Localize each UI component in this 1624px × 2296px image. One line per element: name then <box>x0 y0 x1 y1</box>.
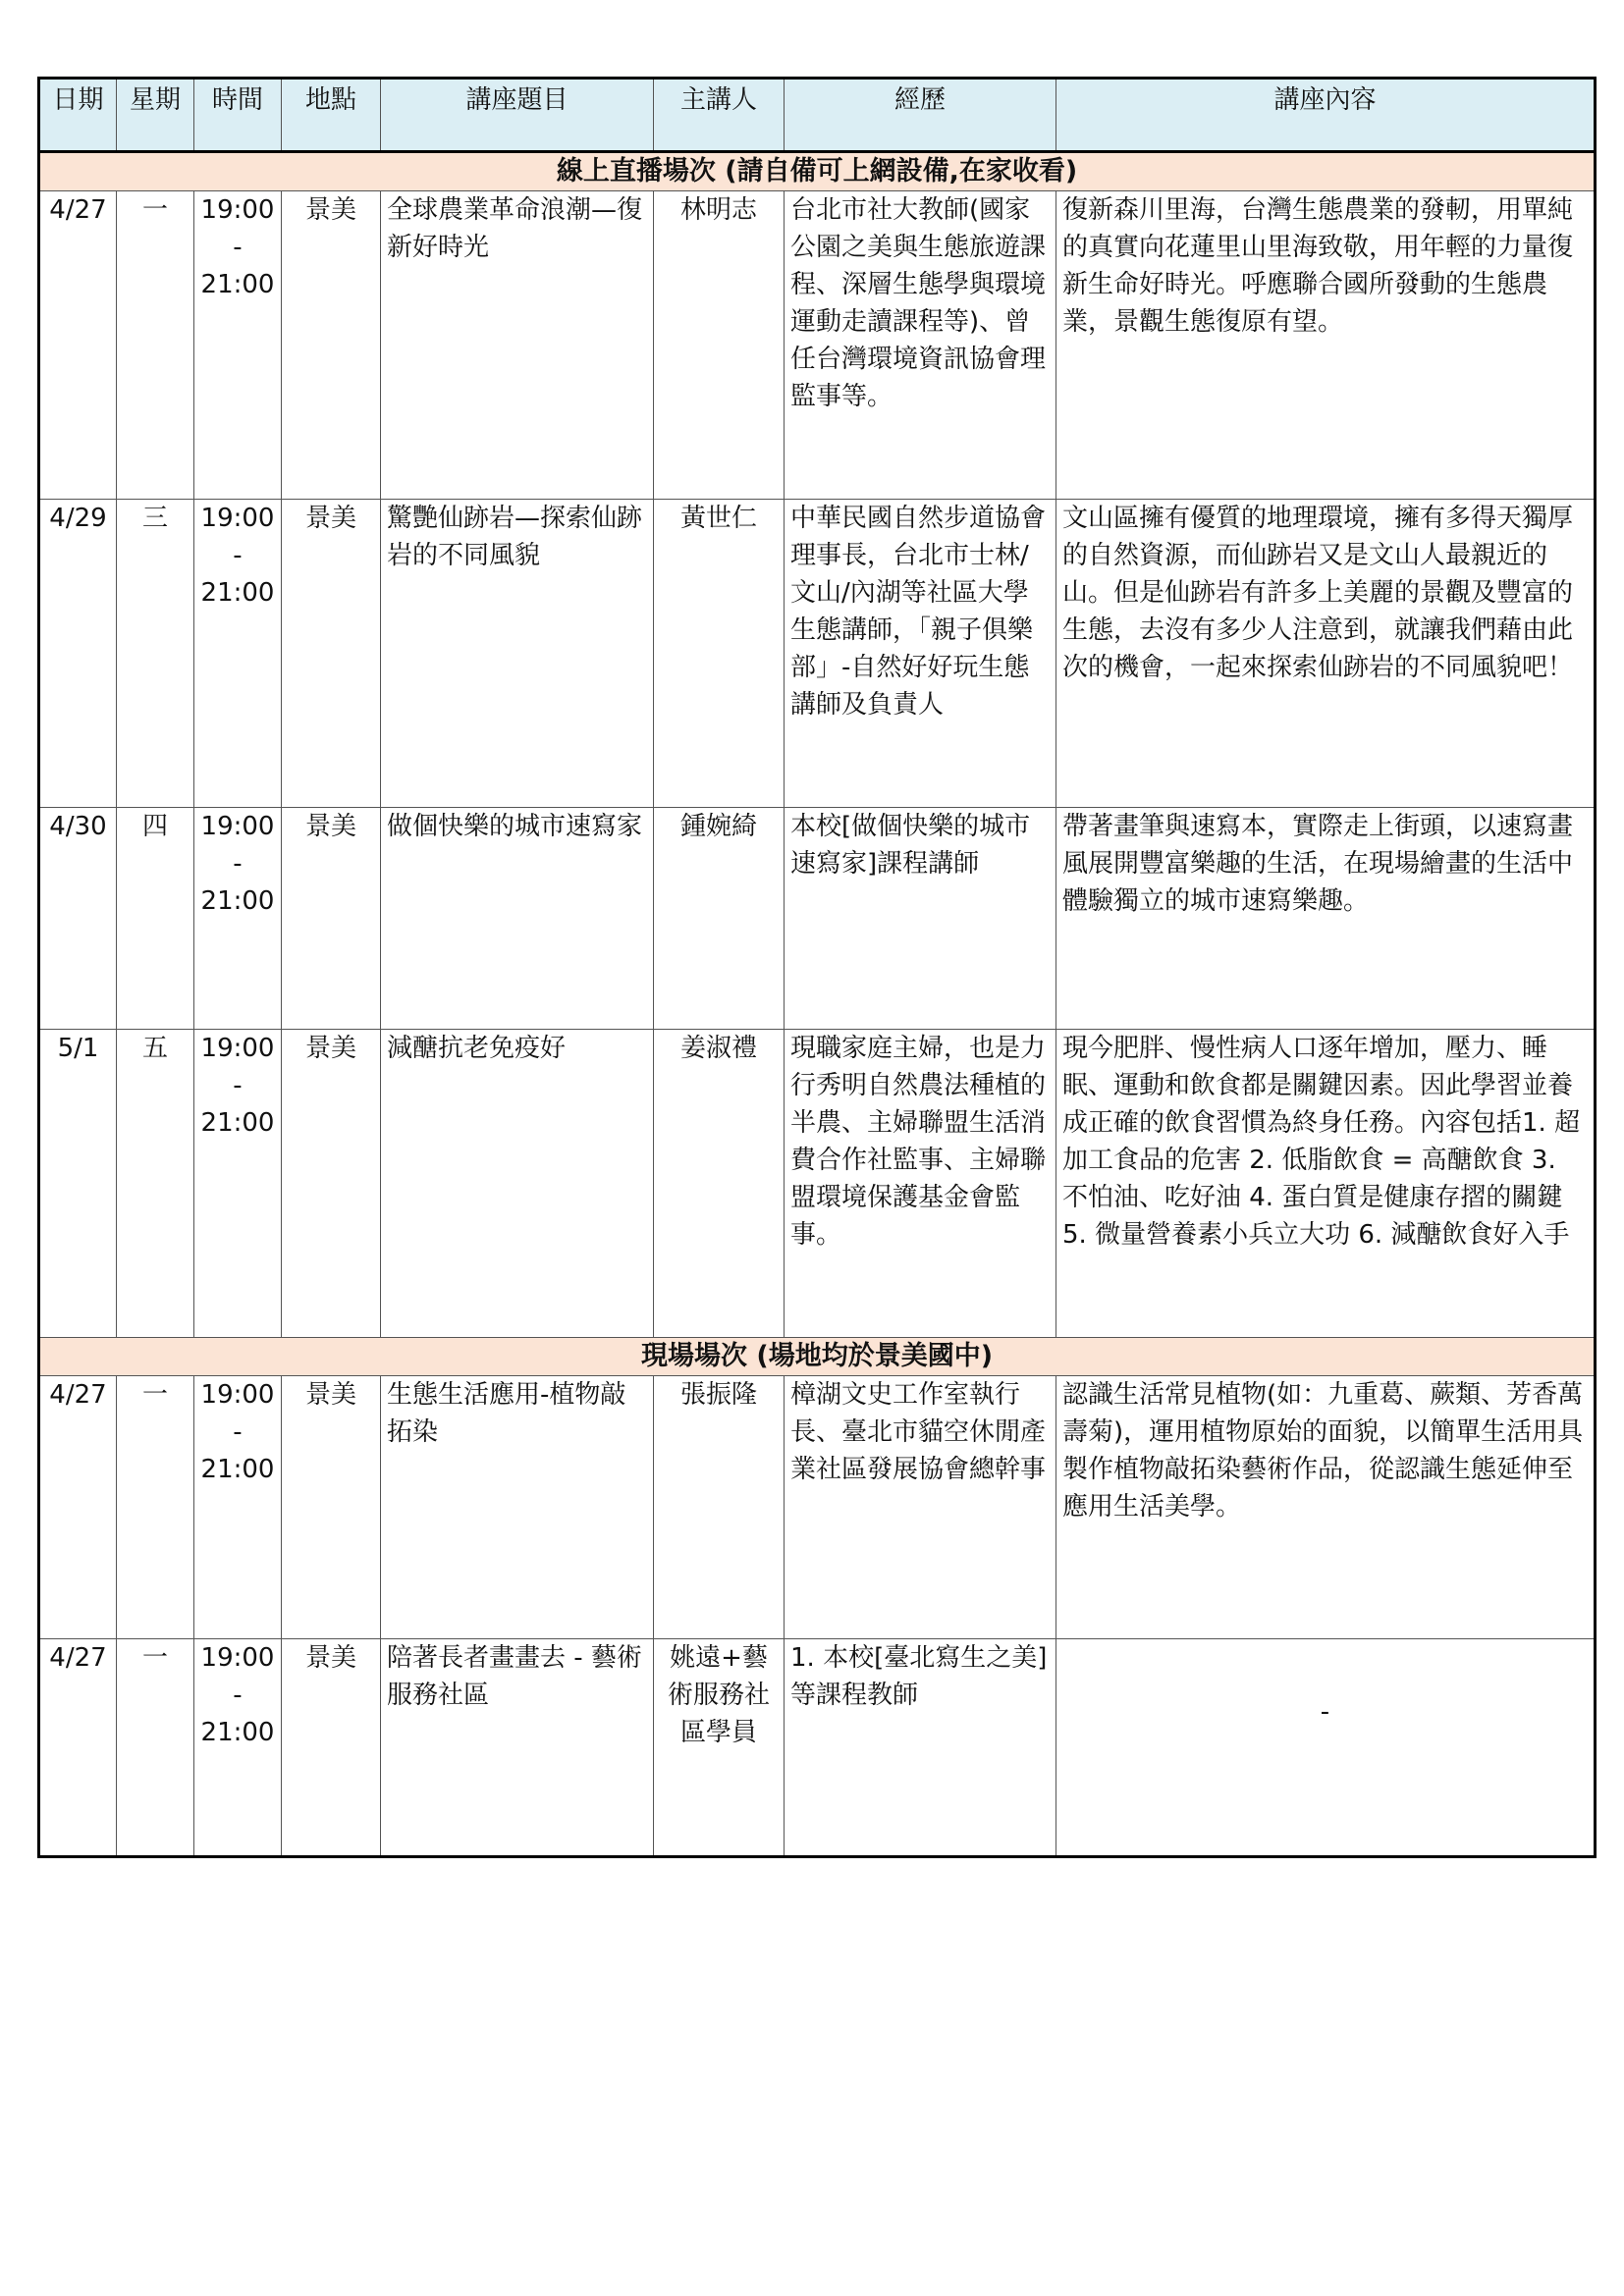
weekday-cell: 三 <box>117 500 194 808</box>
section-header-onsite <box>39 1338 1596 1376</box>
experience-cell: 樟湖文史工作室執行長、臺北市貓空休閒產業社區發展協會總幹事 <box>785 1376 1056 1639</box>
date-cell: 4/27 <box>39 1639 117 1857</box>
col-weekday-header: 星期 <box>117 79 194 152</box>
location-cell: 景美 <box>282 1030 381 1338</box>
weekday-cell: 一 <box>117 1639 194 1857</box>
title-cell: 陪著長者畫畫去 - 藝術服務社區 <box>381 1639 654 1857</box>
experience-cell: 現職家庭主婦，也是力行秀明自然農法種植的半農、主婦聯盟生活消費合作社監事、主婦聯盟環境保護基金會監事。 <box>785 1030 1056 1338</box>
content-cell: 復新森川里海，台灣生態農業的發軔，用單純的真實向花蓮里山里海致敬，用年輕的力量復新生命好時光。呼應聯合國所發動的生態農業，景觀生態復原有望。 <box>1056 191 1596 500</box>
time-end: 21:00 <box>200 578 275 608</box>
time-end: 21:00 <box>200 886 275 916</box>
title-cell: 做個快樂的城市速寫家 <box>381 808 654 1030</box>
table-row <box>39 808 1596 1030</box>
speaker-cell: 姚遠+藝術服務社區學員 <box>654 1639 785 1857</box>
content-cell: 帶著畫筆與速寫本，實際走上街頭，以速寫畫風展開豐富樂趣的生活，在現場繪畫的生活中體驗獨立的城市速寫樂趣。 <box>1056 808 1596 1030</box>
speaker-cell: 林明志 <box>654 191 785 500</box>
experience-cell: 台北市社大教師(國家公園之美與生態旅遊課程、深層生態學與環境運動走讀課程等)、曾任台灣環境資訊協會理監事等。 <box>785 191 1056 500</box>
section-title: 線上直播場次 (請自備可上網設備,在家收看) <box>39 152 1596 191</box>
experience-cell: 本校[做個快樂的城市速寫家]課程講師 <box>785 808 1056 1030</box>
section-header-online <box>39 152 1596 191</box>
location-cell: 景美 <box>282 1639 381 1857</box>
col-time-header: 時間 <box>194 79 282 152</box>
content-cell: 文山區擁有優質的地理環境，擁有多得天獨厚的自然資源，而仙跡岩又是文山人最親近的山。但是仙跡岩有許多上美麗的景觀及豐富的生態，去沒有多少人注意到，就讓我們藉由此次的機會，一起來探索仙跡岩的不同風貌吧！ <box>1056 500 1596 808</box>
weekday-cell: 五 <box>117 1030 194 1338</box>
time-start: 19:00 <box>200 1380 275 1410</box>
content-cell: 認識生活常見植物(如：九重葛、蕨類、芳香萬壽菊)，運用植物原始的面貌，以簡單生活用具製作植物敲拓染藝術作品，從認識生態延伸至應用生活美學。 <box>1056 1376 1596 1639</box>
col-experience-header: 經歷 <box>785 79 1056 152</box>
col-location-header: 地點 <box>282 79 381 152</box>
time-end: 21:00 <box>200 270 275 299</box>
time-cell <box>194 1376 282 1639</box>
time-end: 21:00 <box>200 1718 275 1747</box>
speaker-cell: 張振隆 <box>654 1376 785 1639</box>
table-row <box>39 191 1596 500</box>
time-start: 19:00 <box>200 812 275 841</box>
time-separator: - <box>233 849 243 879</box>
date-cell: 4/27 <box>39 1376 117 1639</box>
header-row <box>39 79 1596 152</box>
section-title: 現場場次 (場地均於景美國中) <box>39 1338 1596 1376</box>
date-cell: 4/30 <box>39 808 117 1030</box>
title-cell: 生態生活應用-植物敲拓染 <box>381 1376 654 1639</box>
date-cell: 4/29 <box>39 500 117 808</box>
col-content-header: 講座內容 <box>1056 79 1596 152</box>
time-end: 21:00 <box>200 1455 275 1484</box>
time-cell <box>194 191 282 500</box>
date-cell: 5/1 <box>39 1030 117 1338</box>
content-cell: 現今肥胖、慢性病人口逐年增加，壓力、睡眠、運動和飲食都是關鍵因素。因此學習並養成正確的飲食習慣為終身任務。內容包括1. 超加工食品的危害 2. 低脂飲食 = 高醣飲食 3. 不怕油、吃好油 4. 蛋白質是健康存摺的關鍵 5. 微量營養素小兵立大功 6. 減醣飲食好入手 <box>1056 1030 1596 1338</box>
weekday-cell: 一 <box>117 1376 194 1639</box>
time-separator: - <box>233 1681 243 1710</box>
time-separator: - <box>233 233 243 262</box>
table-row <box>39 500 1596 808</box>
table-row <box>39 1639 1596 1857</box>
col-title-header: 講座題目 <box>381 79 654 152</box>
time-separator: - <box>233 541 243 570</box>
time-start: 19:00 <box>200 1643 275 1673</box>
location-cell: 景美 <box>282 808 381 1030</box>
time-separator: - <box>233 1417 243 1447</box>
lecture-schedule-table <box>37 77 1597 1858</box>
title-cell: 驚艷仙跡岩—探索仙跡岩的不同風貌 <box>381 500 654 808</box>
time-cell <box>194 500 282 808</box>
table-row <box>39 1376 1596 1639</box>
weekday-cell: 一 <box>117 191 194 500</box>
content-cell <box>1056 1639 1596 1857</box>
time-start: 19:00 <box>200 1034 275 1063</box>
speaker-cell: 黃世仁 <box>654 500 785 808</box>
title-cell: 減醣抗老免疫好 <box>381 1030 654 1338</box>
time-cell <box>194 1639 282 1857</box>
time-end: 21:00 <box>200 1108 275 1138</box>
experience-cell: 中華民國自然步道協會理事長，台北市士林/文山/內湖等社區大學生態講師，「親子俱樂部」-自然好好玩生態講師及負責人 <box>785 500 1056 808</box>
weekday-cell: 四 <box>117 808 194 1030</box>
col-speaker-header: 主講人 <box>654 79 785 152</box>
time-start: 19:00 <box>200 195 275 225</box>
date-cell: 4/27 <box>39 191 117 500</box>
speaker-cell: 姜淑禮 <box>654 1030 785 1338</box>
location-cell: 景美 <box>282 500 381 808</box>
location-cell: 景美 <box>282 191 381 500</box>
time-separator: - <box>233 1071 243 1100</box>
speaker-cell: 鍾婉綺 <box>654 808 785 1030</box>
experience-cell: 1. 本校[臺北寫生之美]等課程教師 <box>785 1639 1056 1857</box>
time-cell <box>194 1030 282 1338</box>
time-start: 19:00 <box>200 504 275 533</box>
col-date-header: 日期 <box>39 79 117 152</box>
table-row <box>39 1030 1596 1338</box>
time-cell <box>194 808 282 1030</box>
content-placeholder-dash: - <box>1320 1697 1330 1727</box>
location-cell: 景美 <box>282 1376 381 1639</box>
title-cell: 全球農業革命浪潮—復新好時光 <box>381 191 654 500</box>
